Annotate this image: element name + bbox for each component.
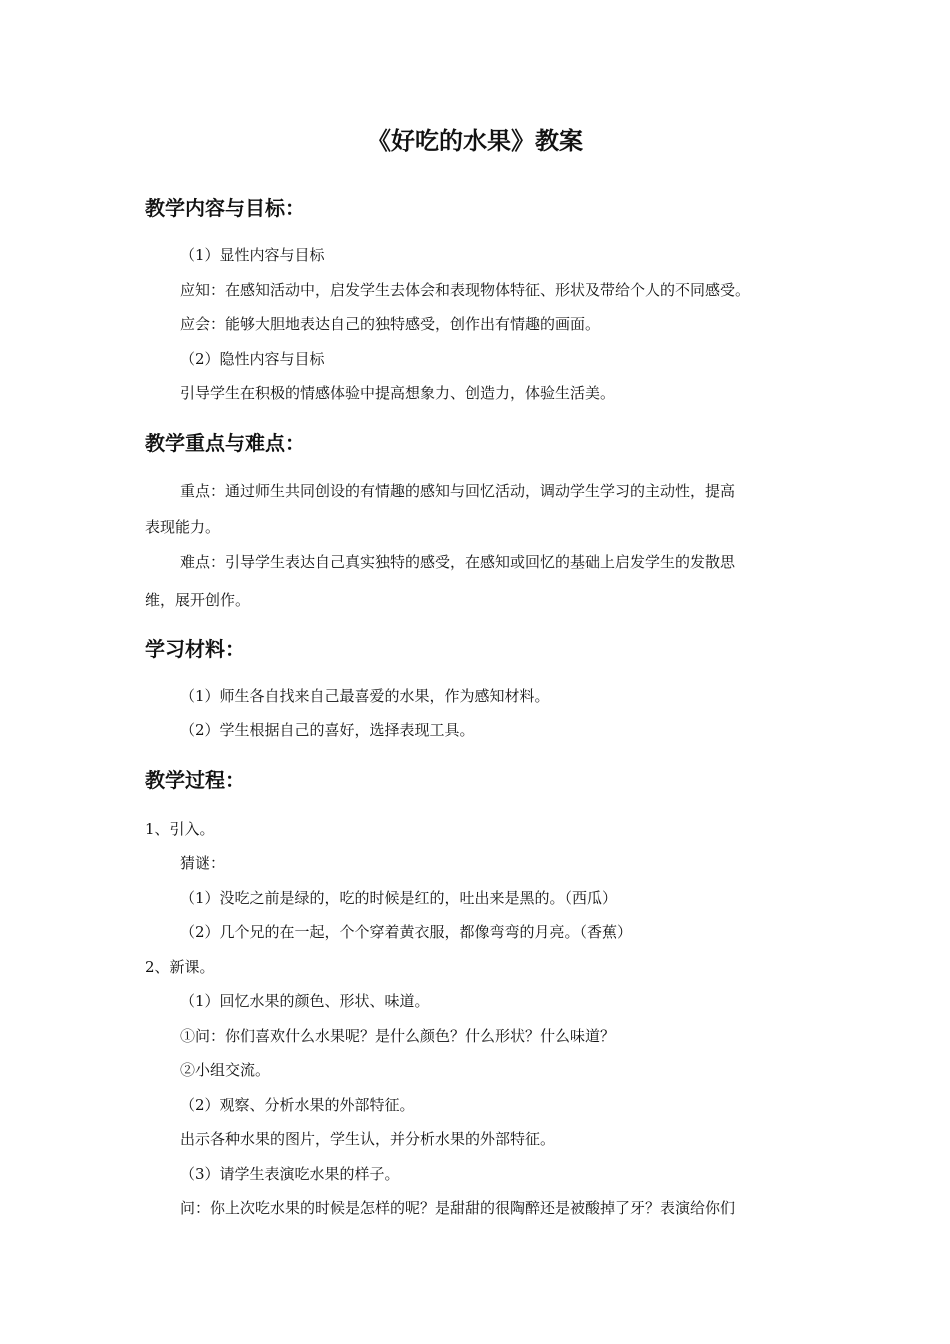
paragraph-line: 应知：在感知活动中，启发学生去体会和表现物体特征、形状及带给个人的不同感受。 (180, 281, 751, 299)
paragraph-line: （1）回忆水果的颜色、形状、味道。 (180, 992, 430, 1010)
section-heading-process: 教学过程： (145, 768, 245, 792)
paragraph-line: 猜谜： (180, 854, 226, 872)
paragraph-line: 引导学生在积极的情感体验中提高想象力、创造力，体验生活美。 (180, 384, 616, 402)
paragraph-line: （1）没吃之前是绿的，吃的时候是红的，吐出来是黑的。（西瓜） (180, 889, 618, 907)
document-title: 《好吃的水果》教案 (367, 126, 583, 155)
paragraph-line: 维，展开创作。 (145, 591, 251, 609)
paragraph-line: 重点：通过师生共同创设的有情趣的感知与回忆活动，调动学生学习的主动性，提高 (180, 482, 736, 500)
paragraph-line: 2、新课。 (145, 958, 215, 976)
paragraph-line: 问：你上次吃水果的时候是怎样的呢？是甜甜的很陶醉还是被酸掉了牙？表演给你们 (180, 1199, 736, 1217)
paragraph-line: （1）显性内容与目标 (180, 246, 325, 264)
paragraph-line: ②小组交流。 (180, 1061, 271, 1079)
paragraph-line: 表现能力。 (145, 518, 221, 536)
paragraph-line: （2）隐性内容与目标 (180, 350, 325, 368)
paragraph-line: （3）请学生表演吃水果的样子。 (180, 1165, 400, 1183)
section-heading-objectives: 教学内容与目标： (145, 196, 305, 220)
section-heading-key-points: 教学重点与难点： (145, 431, 305, 455)
paragraph-line: 1、引入。 (145, 820, 215, 838)
paragraph-line: （2）观察、分析水果的外部特征。 (180, 1096, 415, 1114)
paragraph-line: （2）几个兄的在一起，个个穿着黄衣服，都像弯弯的月亮。（香蕉） (180, 923, 633, 941)
paragraph-line: ①问：你们喜欢什么水果呢？是什么颜色？什么形状？什么味道？ (180, 1027, 616, 1045)
paragraph-line: 出示各种水果的图片，学生认，并分析水果的外部特征。 (180, 1130, 556, 1148)
paragraph-line: 难点：引导学生表达自己真实独特的感受，在感知或回忆的基础上启发学生的发散思 (180, 553, 736, 571)
paragraph-line: 应会：能够大胆地表达自己的独特感受，创作出有情趣的画面。 (180, 315, 601, 333)
section-heading-materials: 学习材料： (145, 637, 245, 661)
paragraph-line: （1）师生各自找来自己最喜爱的水果，作为感知材料。 (180, 687, 550, 705)
paragraph-line: （2）学生根据自己的喜好，选择表现工具。 (180, 721, 475, 739)
